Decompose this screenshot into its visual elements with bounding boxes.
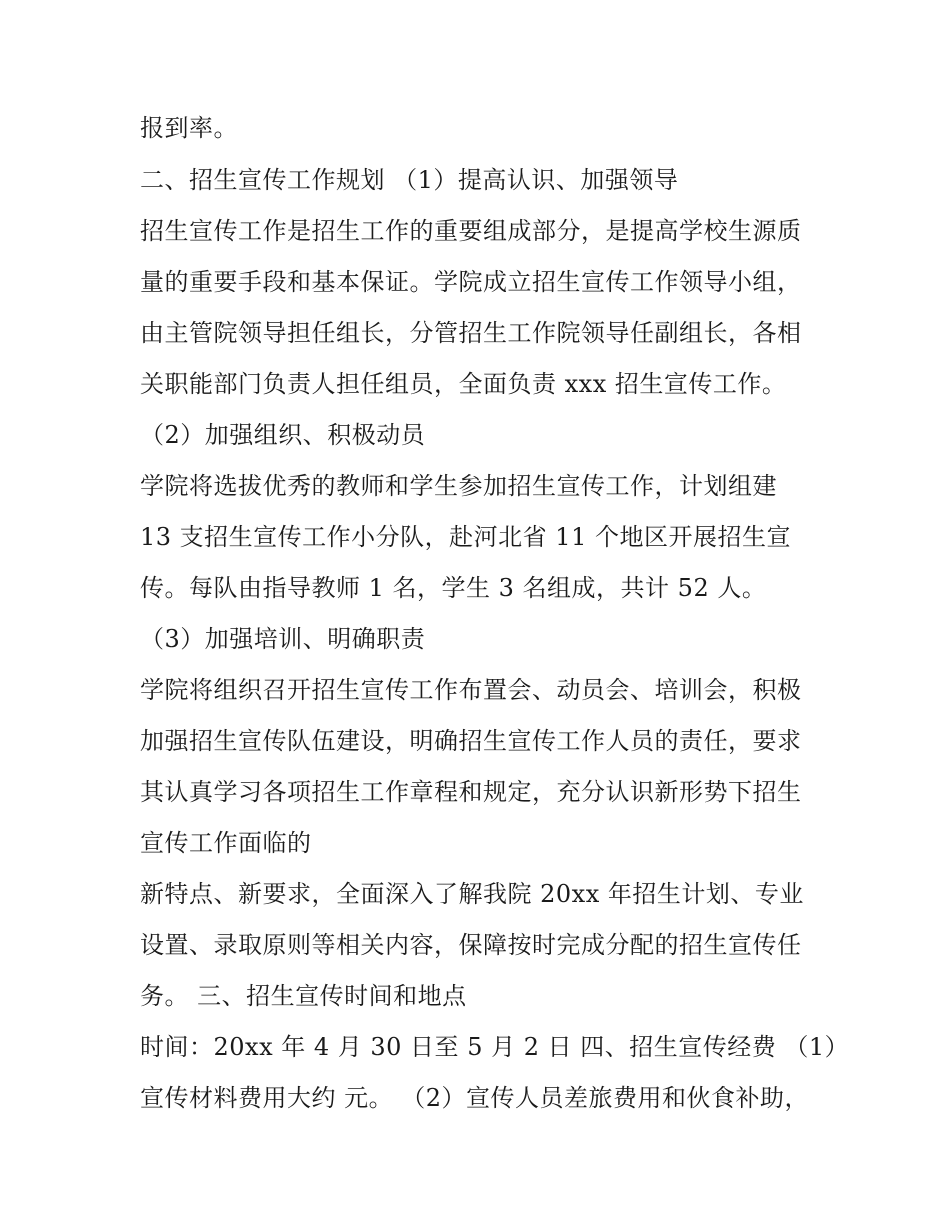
text-line: 二、招生宣传工作规划 （1）提高认识、加强领导 bbox=[140, 166, 679, 194]
text-line: 宣传工作面临的 bbox=[140, 829, 312, 857]
text-line: 其认真学习各项招生工作章程和规定，充分认识新形势下招生 bbox=[140, 778, 802, 806]
text-line: 传。每队由指导教师 1 名，学生 3 名组成，共计 52 人。 bbox=[140, 574, 767, 602]
text-line: （3）加强培训、明确职责 bbox=[140, 625, 426, 653]
text-line: 时间：20xx 年 4 月 30 日至 5 月 2 日 四、招生宣传经费 （1） bbox=[140, 1033, 850, 1061]
text-line: 由主管院领导担任组长，分管招生工作院领导任副组长，各相 bbox=[140, 319, 802, 347]
text-line: 报到率。 bbox=[140, 114, 238, 142]
text-line: 量的重要手段和基本保证。学院成立招生宣传工作领导小组， bbox=[140, 268, 802, 296]
text-line: 设置、录取原则等相关内容，保障按时完成分配的招生宣传任 bbox=[140, 931, 802, 959]
text-line: 学院将组织召开招生宣传工作布置会、动员会、培训会，积极 bbox=[140, 676, 802, 704]
text-line: 务。 三、招生宣传时间和地点 bbox=[140, 982, 467, 1010]
text-line: 关职能部门负责人担任组员，全面负责 xxx 招生宣传工作。 bbox=[140, 370, 787, 398]
text-line: 宣传材料费用大约 元。 （2）宣传人员差旅费用和伙食补助， bbox=[140, 1084, 810, 1112]
text-line: 新特点、新要求，全面深入了解我院 20xx 年招生计划、专业 bbox=[140, 880, 804, 908]
text-line: （2）加强组织、积极动员 bbox=[140, 421, 426, 449]
text-line: 加强招生宣传队伍建设，明确招生宣传工作人员的责任，要求 bbox=[140, 727, 802, 755]
text-line: 13 支招生宣传工作小分队，赴河北省 11 个地区开展招生宣 bbox=[140, 523, 791, 551]
text-line: 招生宣传工作是招生工作的重要组成部分，是提高学校生源质 bbox=[140, 217, 802, 245]
text-line: 学院将选拔优秀的教师和学生参加招生宣传工作，计划组建 bbox=[140, 472, 777, 500]
